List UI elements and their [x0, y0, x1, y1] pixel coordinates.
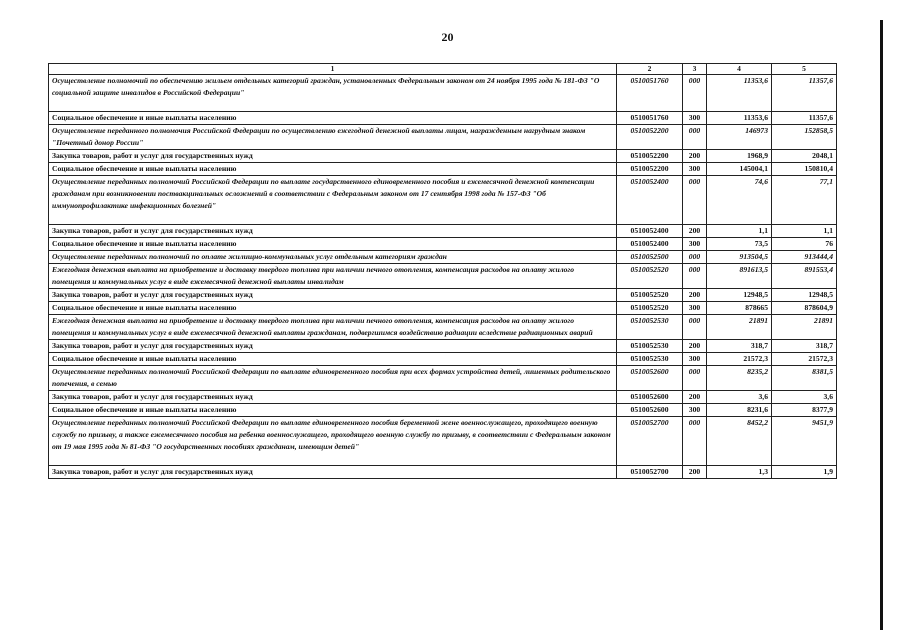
amount-year-1: 11353,6	[707, 75, 772, 112]
amount-year-1: 891613,5	[707, 264, 772, 289]
amount-year-2: 3,6	[772, 391, 837, 404]
table-row	[49, 366, 837, 391]
amount-year-2: 76	[772, 238, 837, 251]
amount-year-2: 152858,5	[772, 125, 837, 150]
amount-year-1: 8231,6	[707, 404, 772, 417]
table-row	[49, 112, 837, 125]
table-row	[49, 353, 837, 366]
amount-year-2: 1,9	[772, 466, 837, 479]
amount-year-2: 878604,9	[772, 302, 837, 315]
expense-type: 300	[683, 302, 707, 315]
budget-code: 0510052530	[617, 315, 683, 340]
table-row	[49, 163, 837, 176]
amount-year-2: 11357,6	[772, 75, 837, 112]
budget-code: 0510052530	[617, 340, 683, 353]
budget-code: 0510052520	[617, 302, 683, 315]
budget-code: 0510052200	[617, 125, 683, 150]
table-row	[49, 264, 837, 289]
header-col-4: 4	[707, 64, 772, 75]
expense-type: 000	[683, 264, 707, 289]
row-description: Закупка товаров, работ и услуг для государственных нужд	[49, 466, 617, 479]
budget-code: 0510052400	[617, 225, 683, 238]
amount-year-1: 1,1	[707, 225, 772, 238]
amount-year-2: 21572,3	[772, 353, 837, 366]
header-col-1: 1	[49, 64, 617, 75]
table-row	[49, 150, 837, 163]
amount-year-2: 11357,6	[772, 112, 837, 125]
amount-year-2: 318,7	[772, 340, 837, 353]
expense-type: 200	[683, 466, 707, 479]
budget-table	[48, 63, 837, 479]
amount-year-2: 8377,9	[772, 404, 837, 417]
margin-rule	[880, 20, 883, 630]
header-row	[49, 64, 837, 75]
table-row	[49, 315, 837, 340]
table-row	[49, 466, 837, 479]
budget-code: 0510052520	[617, 289, 683, 302]
amount-year-2: 21891	[772, 315, 837, 340]
budget-code: 0510052600	[617, 391, 683, 404]
amount-year-1: 146973	[707, 125, 772, 150]
amount-year-1: 21572,3	[707, 353, 772, 366]
header-col-2: 2	[617, 64, 683, 75]
table-row	[49, 75, 837, 112]
budget-code: 0510052400	[617, 238, 683, 251]
amount-year-2: 2048,1	[772, 150, 837, 163]
expense-type: 000	[683, 315, 707, 340]
table-row	[49, 176, 837, 225]
budget-code: 0510051760	[617, 112, 683, 125]
budget-code: 0510052200	[617, 163, 683, 176]
amount-year-1: 878665	[707, 302, 772, 315]
amount-year-1: 8235,2	[707, 366, 772, 391]
expense-type: 200	[683, 225, 707, 238]
expense-type: 200	[683, 150, 707, 163]
header-col-5: 5	[772, 64, 837, 75]
expense-type: 300	[683, 112, 707, 125]
table-row	[49, 251, 837, 264]
amount-year-1: 1968,9	[707, 150, 772, 163]
table-row	[49, 238, 837, 251]
budget-code: 0510052200	[617, 150, 683, 163]
row-description: Закупка товаров, работ и услуг для государственных нужд	[49, 150, 617, 163]
table-row	[49, 340, 837, 353]
expense-type: 000	[683, 251, 707, 264]
header-col-3: 3	[683, 64, 707, 75]
table-row	[49, 289, 837, 302]
amount-year-1: 8452,2	[707, 417, 772, 466]
expense-type: 200	[683, 340, 707, 353]
row-description: Закупка товаров, работ и услуг для государственных нужд	[49, 391, 617, 404]
row-description: Социальное обеспечение и иные выплаты населению	[49, 353, 617, 366]
budget-code: 0510052520	[617, 264, 683, 289]
amount-year-1: 145004,1	[707, 163, 772, 176]
amount-year-2: 1,1	[772, 225, 837, 238]
amount-year-2: 8381,5	[772, 366, 837, 391]
amount-year-1: 12948,5	[707, 289, 772, 302]
amount-year-1: 73,5	[707, 238, 772, 251]
expense-type: 300	[683, 163, 707, 176]
expense-type: 300	[683, 404, 707, 417]
row-description: Закупка товаров, работ и услуг для государственных нужд	[49, 340, 617, 353]
budget-code: 0510052600	[617, 366, 683, 391]
amount-year-1: 318,7	[707, 340, 772, 353]
row-description: Закупка товаров, работ и услуг для государственных нужд	[49, 289, 617, 302]
amount-year-2: 150810,4	[772, 163, 837, 176]
amount-year-1: 3,6	[707, 391, 772, 404]
table-row	[49, 417, 837, 466]
row-description: Закупка товаров, работ и услуг для государственных нужд	[49, 225, 617, 238]
budget-code: 0510052700	[617, 417, 683, 466]
row-description: Осуществление переданных полномочий Российской Федерации по выплате единовременного пособия беременной жене военнослужащего, проходящего военную службу по призыву, а также ежемесячного пособия на ребенка военнослужащего, проходящего военную службу по призыву, в соответствии с Федеральным законом от 19 мая 1995 года № 81-ФЗ "О государственных пособиях гражданам, имеющим детей"	[49, 417, 617, 466]
amount-year-1: 1,3	[707, 466, 772, 479]
expense-type: 200	[683, 391, 707, 404]
row-description: Ежегодная денежная выплата на приобретение и доставку твердого топлива при наличии печного отопления, компенсация расходов на оплату жилого помещения и коммунальных услуг в виде ежемесячной денежной выплаты инвалидам	[49, 264, 617, 289]
row-description: Осуществление переданного полномочия Российской Федерации по осуществлению ежегодной денежной выплаты лицам, награжденным нагрудным знаком "Почетный донор России"	[49, 125, 617, 150]
budget-code: 0510051760	[617, 75, 683, 112]
row-description: Осуществление переданных полномочий Российской Федерации по выплате государственного единовременного пособия и ежемесячной денежной компенсации гражданам при возникновении поствакцинальных осложнений в соответствии с Федеральным законом от 17 сентября 1998 года № 157-ФЗ "Об иммунопрофилактике инфекционных болезней"	[49, 176, 617, 225]
row-description: Осуществление переданных полномочий по оплате жилищно-коммунальных услуг отдельным категориям граждан	[49, 251, 617, 264]
amount-year-1: 913504,5	[707, 251, 772, 264]
amount-year-2: 891553,4	[772, 264, 837, 289]
amount-year-2: 9451,9	[772, 417, 837, 466]
budget-code: 0510052400	[617, 176, 683, 225]
expense-type: 000	[683, 417, 707, 466]
table-row	[49, 225, 837, 238]
expense-type: 000	[683, 125, 707, 150]
amount-year-1: 11353,6	[707, 112, 772, 125]
row-description: Ежегодная денежная выплата на приобретение и доставку твердого топлива при наличии печного отопления, компенсация расходов на оплату жилого помещения и коммунальных услуг в виде ежемесячной денежной выплаты гражданам, подвергшимся воздействию радиации вследствие радиационных аварий	[49, 315, 617, 340]
amount-year-1: 21891	[707, 315, 772, 340]
amount-year-2: 12948,5	[772, 289, 837, 302]
amount-year-1: 74,6	[707, 176, 772, 225]
row-description: Социальное обеспечение и иные выплаты населению	[49, 163, 617, 176]
expense-type: 200	[683, 289, 707, 302]
table-row	[49, 302, 837, 315]
budget-code: 0510052700	[617, 466, 683, 479]
row-description: Социальное обеспечение и иные выплаты населению	[49, 404, 617, 417]
row-description: Осуществление переданных полномочий Российской Федерации по выплате единовременного пособия при всех формах устройства детей, лишенных родительского попечения, в семью	[49, 366, 617, 391]
expense-type: 300	[683, 353, 707, 366]
amount-year-2: 77,1	[772, 176, 837, 225]
expense-type: 000	[683, 75, 707, 112]
budget-code: 0510052530	[617, 353, 683, 366]
row-description: Социальное обеспечение и иные выплаты населению	[49, 238, 617, 251]
table-row	[49, 391, 837, 404]
page-number: 20	[441, 30, 454, 44]
budget-code: 0510052600	[617, 404, 683, 417]
expense-type: 000	[683, 176, 707, 225]
budget-code: 0510052500	[617, 251, 683, 264]
amount-year-2: 913444,4	[772, 251, 837, 264]
row-description: Осуществление полномочий по обеспечению жильем отдельных категорий граждан, установленных Федеральным законом от 24 ноября 1995 года № 181-ФЗ "О социальной защите инвалидов в Российской Федерации"	[49, 75, 617, 112]
expense-type: 000	[683, 366, 707, 391]
row-description: Социальное обеспечение и иные выплаты населению	[49, 302, 617, 315]
table-row	[49, 404, 837, 417]
expense-type: 300	[683, 238, 707, 251]
row-description: Социальное обеспечение и иные выплаты населению	[49, 112, 617, 125]
table-row	[49, 125, 837, 150]
